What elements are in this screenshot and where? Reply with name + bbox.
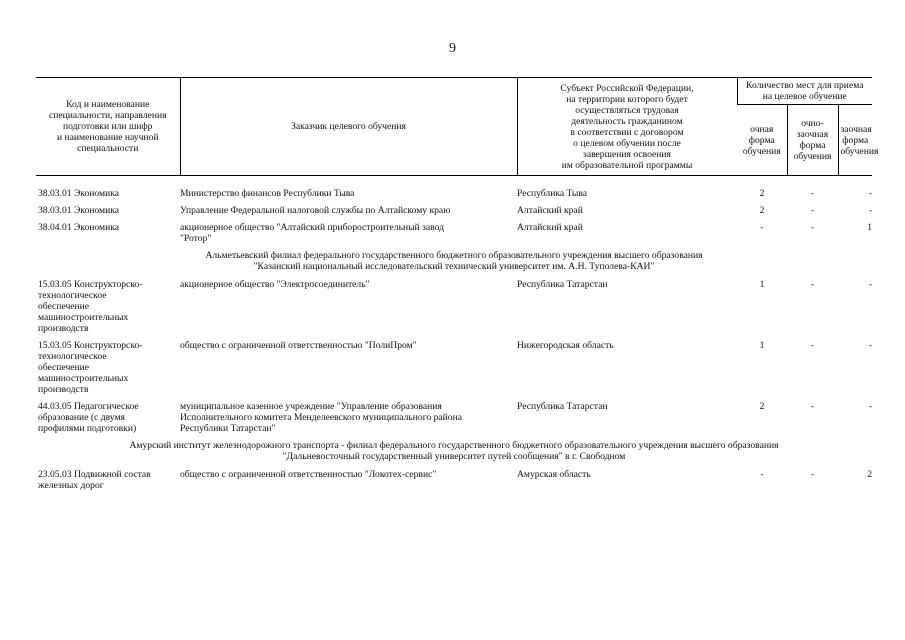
customer-cell: Министерство финансов Республики Тыва <box>180 188 355 199</box>
distance-places-cell: - <box>868 340 873 351</box>
distance-places-cell: - <box>868 401 873 412</box>
full-time-places-cell: 1 <box>759 340 765 351</box>
institution-group-row <box>36 440 872 469</box>
specialty-code-cell: 44.03.05 Педагогическое образование (с двумя профилями подготовки) <box>38 401 139 434</box>
part-time-places-cell: - <box>810 222 815 233</box>
table-row <box>36 469 872 497</box>
page-number: 9 <box>449 41 456 56</box>
region-cell: Амурская область <box>517 469 591 480</box>
table-row <box>36 340 872 401</box>
region-cell: Республика Тыва <box>517 188 587 199</box>
region-cell: Республика Татарстан <box>517 279 608 290</box>
institution-title: Альметьевский филиал федерального государственного бюджетного образовательного учреждения высшего образования "Казанский национальный исследовательский технический университет им. А.Н. Туполева-КАИ" <box>205 250 703 272</box>
specialty-code-cell: 38.03.01 Экономика <box>38 205 120 216</box>
specialty-code-cell: 38.03.01 Экономика <box>38 188 120 199</box>
part-time-places-cell: - <box>810 401 815 412</box>
customer-cell: общество с ограниченной ответственностью "ПолиПром" <box>180 340 417 351</box>
customer-cell: акционерное общество "Электросоединитель" <box>180 279 370 290</box>
table-row <box>36 188 872 205</box>
header-places: Количество мест для приема на целевое обучение <box>737 78 872 105</box>
table-row <box>36 401 872 440</box>
header-distance: заочная форма обучения <box>838 105 872 176</box>
full-time-places-cell: 2 <box>759 188 765 199</box>
region-cell: Республика Татарстан <box>517 401 608 412</box>
part-time-places-cell: - <box>810 188 815 199</box>
admission-table-container <box>36 77 879 497</box>
customer-cell: Управление Федеральной налоговой службы по Алтайскому краю <box>180 205 451 216</box>
specialty-code-cell: 38.04.01 Экономика <box>38 222 120 233</box>
distance-places-cell: - <box>868 279 873 290</box>
table-row <box>36 205 872 222</box>
header-full-time: очная форма обучения <box>737 105 787 176</box>
header-subject: Субъект Российской Федерации, на территории которого будет осуществляться трудовая деятельность гражданином в соответствии с договором о целевом обучении после завершения освоения им образовательной программы <box>517 78 737 176</box>
table-body <box>36 176 872 498</box>
distance-places-cell: - <box>868 188 873 199</box>
customer-cell: общество с ограниченной ответственностью "Локотех-сервис" <box>180 469 437 480</box>
full-time-places-cell: 2 <box>759 205 765 216</box>
part-time-places-cell: - <box>810 340 815 351</box>
header-customer: Заказчик целевого обучения <box>180 78 517 176</box>
specialty-code-cell: 15.03.05 Конструкторско- технологическое обеспечение машиностроительных производств <box>38 340 143 395</box>
region-cell: Алтайский край <box>517 205 583 216</box>
part-time-places-cell: - <box>810 469 815 480</box>
distance-places-cell: - <box>868 205 873 216</box>
part-time-places-cell: - <box>810 205 815 216</box>
customer-cell: акционерное общество "Алтайский приборостроительный завод "Ротор" <box>180 222 444 244</box>
header-part-time: очно- заочная форма обучения <box>787 105 838 176</box>
full-time-places-cell: 1 <box>759 279 765 290</box>
distance-places-cell: 1 <box>867 222 873 233</box>
institution-title: Амурский институт железнодорожного транспорта - филиал федерального государственного бюджетного образовательного учреждения высшего образования "Дальневосточный государственный университет путей сообщения" в г. Свободном <box>129 440 779 462</box>
table-row <box>36 222 872 250</box>
specialty-code-cell: 15.03.05 Конструкторско- технологическое обеспечение машиностроительных производств <box>38 279 143 334</box>
table-row <box>36 279 872 340</box>
full-time-places-cell: - <box>760 469 764 480</box>
admission-table <box>36 77 879 497</box>
part-time-places-cell: - <box>810 279 815 290</box>
full-time-places-cell: - <box>760 222 764 233</box>
region-cell: Алтайский край <box>517 222 583 233</box>
full-time-places-cell: 2 <box>759 401 765 412</box>
institution-group-row <box>36 250 872 279</box>
header-code: Код и наименование специальности, направления подготовки или шифр и наименование научной специальности <box>36 78 180 176</box>
specialty-code-cell: 23.05.03 Подвижной состав железных дорог <box>38 469 151 491</box>
table-header <box>36 78 879 176</box>
customer-cell: муниципальное казенное учреждение "Управление образования Исполнительного комитета Менделеевского муниципального района Республики Татарстан" <box>180 401 462 434</box>
region-cell: Нижегородская область <box>517 340 614 351</box>
distance-places-cell: 2 <box>867 469 873 480</box>
